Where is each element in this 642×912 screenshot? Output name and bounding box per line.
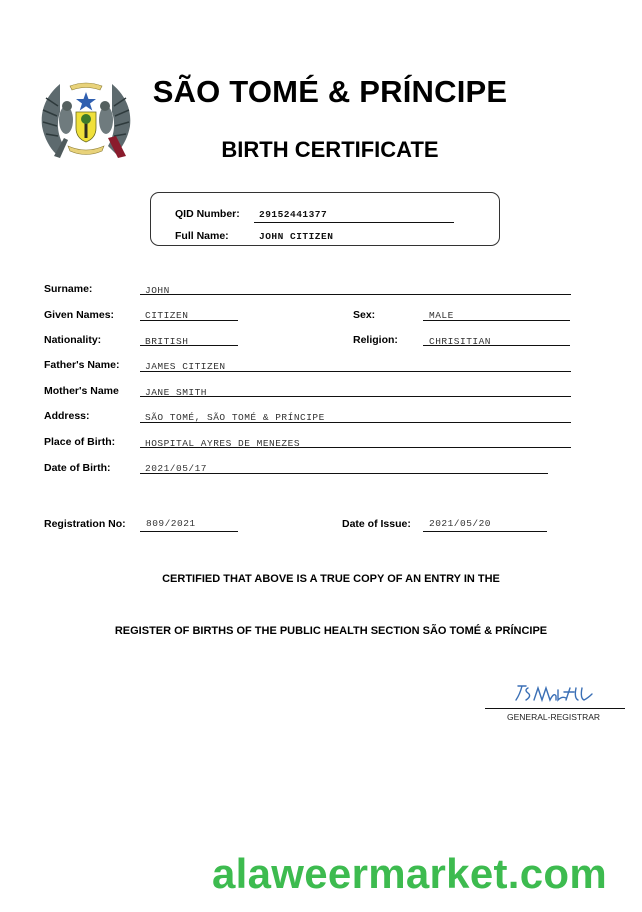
qid-label: QID Number: — [175, 208, 240, 220]
certification-line-1: CERTIFIED THAT ABOVE IS A TRUE COPY OF AN ENTRY IN THE — [162, 573, 500, 585]
registrar-label: GENERAL-REGISTRAR — [507, 712, 601, 722]
signature-icon — [510, 678, 600, 704]
place-of-birth-label: Place of Birth: — [44, 436, 116, 448]
date-of-birth-label: Date of Birth: — [44, 462, 111, 474]
registration-no-underline — [140, 531, 238, 532]
surname-underline — [140, 294, 571, 295]
address-label: Address: — [44, 410, 90, 422]
place-of-birth-underline — [140, 447, 571, 448]
religion-label: Religion: — [353, 334, 398, 346]
sex-label: Sex: — [353, 309, 376, 321]
qid-value: 29152441377 — [259, 209, 328, 220]
qid-underline — [254, 222, 454, 223]
watermark-text: alaweermarket.com — [212, 850, 607, 897]
place-of-birth-value: HOSPITAL AYRES DE MENEZES — [145, 438, 301, 449]
nationality-underline — [140, 345, 238, 346]
mother-name-label: Mother's Name — [44, 385, 119, 397]
surname-label: Surname: — [44, 283, 93, 295]
sex-value: MALE — [429, 310, 454, 321]
religion-underline — [423, 345, 570, 346]
date-of-issue-underline — [423, 531, 547, 532]
full-name-value: JOHN CITIZEN — [259, 231, 334, 242]
religion-value: CHRISITIAN — [429, 336, 492, 347]
certification-line-2: REGISTER OF BIRTHS OF THE PUBLIC HEALTH SECTION SÃO TOMÉ & PRÍNCIPE — [114, 625, 548, 637]
date-of-issue-value: 2021/05/20 — [429, 518, 492, 529]
date-of-birth-underline — [140, 473, 548, 474]
father-name-underline — [140, 371, 571, 372]
father-name-value: JAMES CITIZEN — [145, 361, 226, 372]
mother-name-underline — [140, 396, 571, 397]
mother-name-value: JANE SMITH — [145, 387, 208, 398]
registration-no-label: Registration No: — [44, 518, 126, 530]
registration-no-value: 809/2021 — [146, 518, 196, 529]
country-title: SÃO TOMÉ & PRÍNCIPE — [152, 74, 508, 109]
document-title: BIRTH CERTIFICATE — [221, 137, 439, 162]
address-underline — [140, 422, 571, 423]
full-name-label: Full Name: — [175, 230, 229, 242]
nationality-label: Nationality: — [44, 334, 102, 346]
given-names-value: CITIZEN — [145, 310, 189, 321]
date-of-birth-value: 2021/05/17 — [145, 463, 208, 474]
father-name-label: Father's Name: — [44, 359, 120, 371]
given-names-underline — [140, 320, 238, 321]
signature-line — [485, 708, 625, 709]
given-names-label: Given Names: — [44, 309, 115, 321]
address-value: SÃO TOMÉ, SÃO TOMÉ & PRÍNCIPE — [145, 412, 325, 423]
sex-underline — [423, 320, 570, 321]
surname-value: JOHN — [145, 285, 170, 296]
nationality-value: BRITISH — [145, 336, 189, 347]
date-of-issue-label: Date of Issue: — [342, 518, 411, 530]
